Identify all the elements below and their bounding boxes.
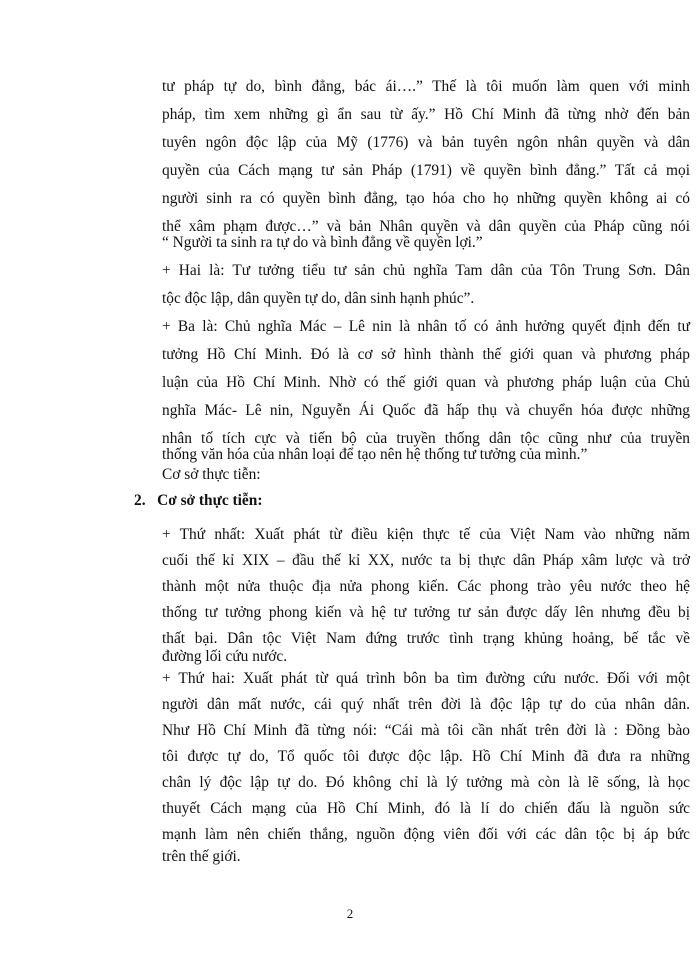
paragraph-line: Cơ sở thực tiễn:: [162, 466, 261, 483]
paragraph-line: người sinh ra có quyền bình đẳng, tạo hóa cho họ những quyền không ai có: [162, 190, 690, 207]
paragraph-line: tộc độc lập, dân quyền tự do, dân sinh hạnh phúc”.: [162, 290, 475, 307]
paragraph-line: người dân mất nước, cái quý nhất trên đời là độc lập tự do của nhân dân.: [162, 696, 690, 713]
page-number: 2: [346, 906, 354, 921]
paragraph-line: quyền của Cách mạng tư sản Pháp (1791) về quyền bình đẳng.” Tất cả mọi: [162, 162, 690, 179]
paragraph-line: + Hai là: Tư tưởng tiểu tư sản chủ nghĩa Tam dân của Tôn Trung Sơn. Dân: [162, 262, 690, 279]
paragraph-line: tưởng Hồ Chí Minh. Đó là cơ sở hình thành thế giới quan và phương pháp: [162, 346, 690, 363]
paragraph-line: thể xâm phạm được…” và bản Nhân quyền và dân quyền của Pháp cũng nói: [162, 218, 690, 235]
paragraph-line: “ Người ta sinh ra tự do và bình đẳng về quyền lợi.”: [162, 234, 483, 251]
paragraph-line: luận của Hồ Chí Minh. Nhờ có thế giới quan và phương pháp luận của Chủ: [162, 374, 690, 391]
paragraph-line: + Ba là: Chủ nghĩa Mác – Lê nin là nhân tố có ảnh hưởng quyết định đến tư: [162, 318, 690, 335]
paragraph-line: cuối thế kỉ XIX – đầu thế kỉ XX, nước ta bị thực dân Pháp xâm lược và trở: [162, 552, 690, 569]
paragraph-line: + Thứ hai: Xuất phát từ quá trình bôn ba tìm đường cứu nước. Đối với một: [162, 670, 690, 687]
paragraph-line: tuyên ngôn độc lập của Mỹ (1776) và bản tuyên ngôn nhân quyền và dân: [162, 134, 690, 151]
paragraph-line: thống tư tưởng phong kiến và hệ tư tưởng tư sản được dấy lên nhưng đều bị: [162, 604, 690, 621]
paragraph-line: thống văn hóa của nhân loại để tạo nên hệ thống tư tưởng của mình.”: [162, 446, 588, 463]
paragraph-line: mạnh làm nên chiến thắng, nguồn động viên đối với các dân tộc bị áp bức: [162, 826, 690, 843]
paragraph-line: Như Hồ Chí Minh đã từng nói: “Cái mà tôi cần nhất trên đời là : Đồng bào: [162, 722, 690, 739]
paragraph-line: tư pháp tự do, bình đẳng, bác ái….” Thế là tôi muốn làm quen với minh: [162, 78, 690, 95]
paragraph-line: tôi được tự do, Tổ quốc tôi được độc lập. Hồ Chí Minh đã đưa ra những: [162, 748, 690, 765]
paragraph-line: chân lý độc lập tự do. Đó không chỉ là lý tưởng mà còn là lẽ sống, là học: [162, 774, 690, 791]
paragraph-line: nghĩa Mác- Lê nin, Nguyễn Ái Quốc đã hấp thụ và chuyển hóa được những: [162, 402, 690, 419]
paragraph-line: + Thứ nhất: Xuất phát từ điều kiện thực tế của Việt Nam vào những năm: [162, 526, 690, 543]
paragraph-line: nhân tố tích cực và tiến bộ của truyền thống dân tộc cũng như của truyền: [162, 430, 690, 447]
section-heading: 2. Cơ sở thực tiễn:: [134, 492, 263, 509]
paragraph-line: đường lối cứu nước.: [162, 648, 288, 665]
paragraph-line: thành một nửa thuộc địa nửa phong kiến. Các phong trào yêu nước theo hệ: [162, 578, 690, 595]
paragraph-line: trên thế giới.: [162, 848, 241, 865]
paragraph-line: thất bại. Dân tộc Việt Nam đứng trước tình trạng khủng hoảng, bế tắc về: [162, 630, 690, 647]
paragraph-line: thuyết Cách mạng của Hồ Chí Minh, đó là lí do chiến đấu là nguồn sức: [162, 800, 690, 817]
paragraph-line: pháp, tìm xem những gì ẩn sau từ ấy.” Hồ Chí Minh đã từng nhờ đến bản: [162, 106, 690, 123]
